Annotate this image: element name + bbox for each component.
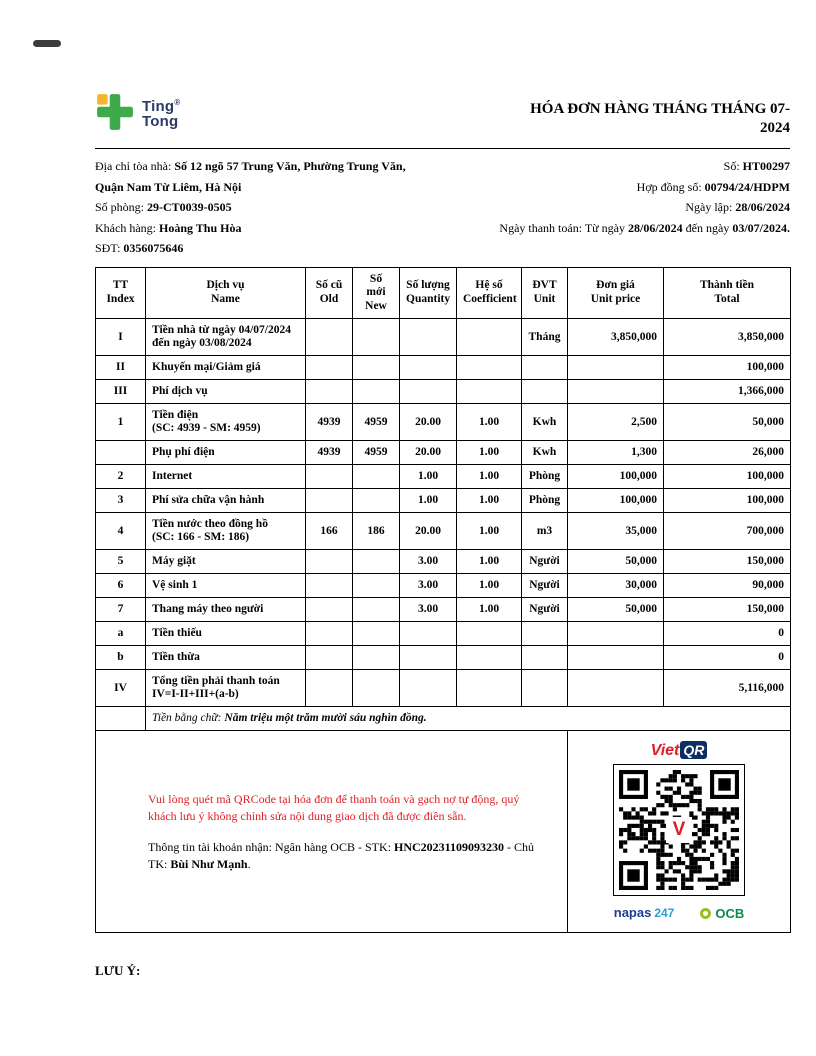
cell-old-reading: [306, 598, 353, 622]
cell-old-reading: 4939: [306, 441, 353, 465]
cell-total: 50,000: [664, 404, 791, 441]
invoice-info: [95, 148, 790, 259]
cell-index: 7: [96, 598, 146, 622]
cell-service-name: Phụ phí điện: [146, 441, 306, 465]
cell-new-reading: [353, 550, 400, 574]
cell-index: b: [96, 646, 146, 670]
column-header-vi: Thành tiền: [699, 279, 754, 292]
ocb-logo: OCB: [700, 906, 744, 922]
table-row: [96, 550, 791, 574]
cell-new-reading: [353, 380, 400, 404]
cell-coefficient: 1.00: [457, 465, 522, 489]
cell-total: 1,366,000: [664, 380, 791, 404]
vietqr-v-mark: V: [666, 817, 692, 843]
cell-new-reading: [353, 598, 400, 622]
cell-quantity: [400, 356, 457, 380]
customer-line: Khách hàng: Hoàng Thu Hòa: [95, 220, 242, 235]
table-column-header: [306, 267, 353, 319]
table-column-header: [568, 267, 664, 319]
payment-period-line: Ngày thanh toán: Từ ngày 28/06/2024 đến ngày 03/07/2024.: [499, 220, 790, 235]
cell-service-name: Tiền điện (SC: 4939 - SM: 4959): [146, 404, 306, 441]
invoice-info-right: [499, 156, 790, 259]
cell-service-name: Tiền nhà từ ngày 04/07/2024 đến ngày 03/08/2024: [146, 319, 306, 356]
cell-index: II: [96, 356, 146, 380]
payment-row: [96, 731, 791, 933]
cell-coefficient: 1.00: [457, 513, 522, 550]
invoice-items-table: [95, 267, 791, 934]
table-column-header: [353, 267, 400, 319]
cell-quantity: 3.00: [400, 598, 457, 622]
cell-index: [96, 441, 146, 465]
invoice-number-line: Số: HT00297: [723, 159, 790, 173]
cell-service-name: Tổng tiền phải thanh toán IV=I-II+III+(a-b): [146, 670, 306, 707]
cell-total: 0: [664, 622, 791, 646]
document-header: [95, 92, 790, 140]
amount-in-words-row: [96, 707, 791, 731]
column-header-en: New: [365, 299, 387, 312]
cell-unit: Người: [522, 598, 568, 622]
table-header-row: [96, 267, 791, 319]
table-row: [96, 513, 791, 550]
napas-247-logo: napas 247: [613, 905, 675, 920]
cell-service-name: Tiền thừa: [146, 646, 306, 670]
table-row: [96, 319, 791, 356]
cell-unit-price: [568, 670, 664, 707]
tingtong-cross-icon: [95, 92, 135, 132]
cell-unit-price: [568, 646, 664, 670]
cell-old-reading: [306, 670, 353, 707]
cell-unit-price: [568, 622, 664, 646]
vietqr-qr-badge: QR: [680, 741, 707, 759]
table-column-header: [664, 267, 791, 319]
cell-total: 150,000: [664, 598, 791, 622]
cell-unit: Phòng: [522, 465, 568, 489]
address-line-2: Quận Nam Từ Liêm, Hà Nội: [95, 179, 242, 194]
cell-new-reading: [353, 319, 400, 356]
cell-unit-price: 2,500: [568, 404, 664, 441]
cell-total: 150,000: [664, 550, 791, 574]
cell-quantity: 20.00: [400, 441, 457, 465]
cell-service-name: Phí dịch vụ: [146, 380, 306, 404]
cell-coefficient: [457, 356, 522, 380]
table-row: [96, 574, 791, 598]
cell-new-reading: [353, 465, 400, 489]
cell-quantity: [400, 622, 457, 646]
invoice-info-left: [95, 156, 406, 259]
column-header-en: Unit price: [590, 292, 641, 305]
cell-old-reading: [306, 646, 353, 670]
column-header-vi: Số cũ: [315, 279, 343, 292]
cell-old-reading: [306, 380, 353, 404]
cell-total: 100,000: [664, 465, 791, 489]
cell-new-reading: 186: [353, 513, 400, 550]
cell-unit: [522, 646, 568, 670]
cell-coefficient: 1.00: [457, 598, 522, 622]
cell-quantity: [400, 380, 457, 404]
cell-service-name: Máy giặt: [146, 550, 306, 574]
cell-total: 26,000: [664, 441, 791, 465]
cell-unit: [522, 356, 568, 380]
cell-unit-price: [568, 356, 664, 380]
cell-quantity: 20.00: [400, 404, 457, 441]
cell-service-name: Vệ sinh 1: [146, 574, 306, 598]
cell-empty: [96, 707, 146, 731]
cell-service-name: Khuyến mại/Giảm giá: [146, 356, 306, 380]
room-number-line: Số phòng: 29-CT0039-0505: [95, 200, 232, 214]
qr-panel: [568, 731, 791, 933]
column-header-vi: Dịch vụ: [206, 279, 245, 292]
table-row: [96, 404, 791, 441]
cell-index: 2: [96, 465, 146, 489]
payment-instructions: [96, 731, 568, 933]
issue-date-line: Ngày lập: 28/06/2024: [685, 200, 790, 214]
cell-total: 100,000: [664, 356, 791, 380]
cell-total: 3,850,000: [664, 319, 791, 356]
payment-network-logos: [572, 905, 786, 922]
scan-artifact: [33, 40, 61, 47]
footer-note: LƯU Ý:: [95, 963, 141, 978]
cell-unit: [522, 670, 568, 707]
cell-total: 0: [664, 646, 791, 670]
cell-new-reading: [353, 670, 400, 707]
table-row: [96, 380, 791, 404]
table-column-header: [400, 267, 457, 319]
cell-old-reading: [306, 489, 353, 513]
cell-unit-price: 50,000: [568, 550, 664, 574]
cell-unit-price: 3,850,000: [568, 319, 664, 356]
cell-unit: Người: [522, 550, 568, 574]
column-header-en: Total: [714, 292, 740, 305]
registered-mark: ®: [174, 98, 181, 107]
cell-new-reading: [353, 622, 400, 646]
contract-number-line: Hợp đồng số: 00794/24/HDPM: [636, 179, 790, 194]
cell-unit-price: 1,300: [568, 441, 664, 465]
tingtong-logo: [95, 92, 180, 132]
cell-unit: Tháng: [522, 319, 568, 356]
qr-code: [613, 764, 745, 896]
title-line-2: 2024: [760, 120, 790, 136]
cell-total: 700,000: [664, 513, 791, 550]
address-line: Địa chỉ tòa nhà: Số 12 ngõ 57 Trung Văn, Phường Trung Văn,: [95, 159, 406, 173]
cell-service-name: Tiền thiếu: [146, 622, 306, 646]
cell-new-reading: [353, 574, 400, 598]
column-header-vi: Số mới: [366, 272, 386, 298]
cell-service-name: Internet: [146, 465, 306, 489]
column-header-en: Index: [106, 292, 135, 305]
table-row: [96, 489, 791, 513]
table-column-header: [522, 267, 568, 319]
cell-old-reading: 166: [306, 513, 353, 550]
table-column-header: [457, 267, 522, 319]
cell-coefficient: [457, 622, 522, 646]
cell-unit: [522, 622, 568, 646]
cell-index: III: [96, 380, 146, 404]
column-header-en: Coefficient: [463, 292, 517, 305]
cell-new-reading: 4959: [353, 404, 400, 441]
cell-quantity: 1.00: [400, 489, 457, 513]
cell-coefficient: [457, 380, 522, 404]
table-row: [96, 646, 791, 670]
cell-unit: Kwh: [522, 404, 568, 441]
vietqr-viet-text: Viet: [650, 742, 680, 759]
column-header-vi: Đơn giá: [596, 279, 635, 292]
column-header-en: Unit: [533, 292, 556, 305]
cell-service-name: Phí sửa chữa vận hành: [146, 489, 306, 513]
cell-index: 1: [96, 404, 146, 441]
cell-total: 90,000: [664, 574, 791, 598]
cell-unit: m3: [522, 513, 568, 550]
ocb-circle-icon: [700, 908, 711, 919]
cell-unit-price: 30,000: [568, 574, 664, 598]
cell-coefficient: 1.00: [457, 489, 522, 513]
column-header-en: Name: [211, 292, 240, 305]
cell-old-reading: [306, 550, 353, 574]
cell-index: I: [96, 319, 146, 356]
cell-coefficient: [457, 646, 522, 670]
cell-new-reading: [353, 356, 400, 380]
column-header-vi: Số lượng: [406, 279, 450, 292]
cell-unit: [522, 380, 568, 404]
qr-payment-note: Vui lòng quét mã QRCode tại hóa đơn để thanh toán và gạch nợ tự động, quý khách lưu ý không chỉnh sửa nội dung giao dịch đã được điền sẵn.: [148, 792, 520, 823]
cell-service-name: Thang máy theo người: [146, 598, 306, 622]
column-header-en: Quantity: [406, 292, 451, 305]
cell-unit-price: 100,000: [568, 489, 664, 513]
document-title: [460, 92, 790, 138]
cell-old-reading: [306, 574, 353, 598]
cell-new-reading: [353, 646, 400, 670]
table-row: [96, 441, 791, 465]
cell-coefficient: 1.00: [457, 441, 522, 465]
cell-index: 6: [96, 574, 146, 598]
cell-unit: Kwh: [522, 441, 568, 465]
cell-quantity: 3.00: [400, 550, 457, 574]
title-line-1: HÓA ĐƠN HÀNG THÁNG THÁNG 07-: [530, 101, 790, 117]
cell-quantity: [400, 646, 457, 670]
cell-unit-price: 50,000: [568, 598, 664, 622]
cell-total: 100,000: [664, 489, 791, 513]
cell-coefficient: 1.00: [457, 550, 522, 574]
cell-old-reading: [306, 319, 353, 356]
cell-index: a: [96, 622, 146, 646]
cell-unit: Phòng: [522, 489, 568, 513]
bank-account-info: Thông tin tài khoản nhận: Ngân hàng OCB - STK: HNC20231109093230 - Chủ TK: Bùi Như Mạnh.: [148, 840, 534, 871]
cell-new-reading: 4959: [353, 441, 400, 465]
table-row: [96, 670, 791, 707]
table-row: [96, 356, 791, 380]
cell-unit: Người: [522, 574, 568, 598]
cell-coefficient: 1.00: [457, 574, 522, 598]
table-row: [96, 598, 791, 622]
column-header-en: Old: [319, 292, 339, 305]
column-header-vi: ĐVT: [532, 279, 557, 292]
vietqr-logo: [572, 741, 786, 761]
brand-name-bottom: Tong: [142, 113, 179, 130]
cell-quantity: 1.00: [400, 465, 457, 489]
cell-coefficient: [457, 319, 522, 356]
cell-unit-price: 35,000: [568, 513, 664, 550]
table-column-header: [146, 267, 306, 319]
cell-quantity: 3.00: [400, 574, 457, 598]
cell-service-name: Tiền nước theo đồng hồ (SC: 166 - SM: 186): [146, 513, 306, 550]
cell-old-reading: [306, 356, 353, 380]
cell-index: 4: [96, 513, 146, 550]
brand-name-top: Ting: [142, 98, 175, 115]
table-column-header: [96, 267, 146, 319]
cell-quantity: [400, 670, 457, 707]
cell-index: 3: [96, 489, 146, 513]
cell-old-reading: 4939: [306, 404, 353, 441]
table-row: [96, 465, 791, 489]
cell-unit-price: 100,000: [568, 465, 664, 489]
cell-quantity: 20.00: [400, 513, 457, 550]
cell-index: 5: [96, 550, 146, 574]
cell-coefficient: 1.00: [457, 404, 522, 441]
cell-old-reading: [306, 465, 353, 489]
cell-unit-price: [568, 380, 664, 404]
column-header-vi: Hệ số: [475, 279, 503, 292]
invoice-content: [95, 92, 790, 979]
tingtong-wordmark: [142, 95, 180, 129]
amount-in-words: Tiền bằng chữ: Năm triệu một trăm mười sáu nghìn đồng.: [146, 707, 791, 731]
cell-coefficient: [457, 670, 522, 707]
cell-quantity: [400, 319, 457, 356]
cell-index: IV: [96, 670, 146, 707]
cell-total: 5,116,000: [664, 670, 791, 707]
cell-old-reading: [306, 622, 353, 646]
cell-new-reading: [353, 489, 400, 513]
phone-line: SĐT: 0356075646: [95, 241, 184, 255]
table-row: [96, 622, 791, 646]
column-header-vi: TT: [112, 279, 129, 292]
